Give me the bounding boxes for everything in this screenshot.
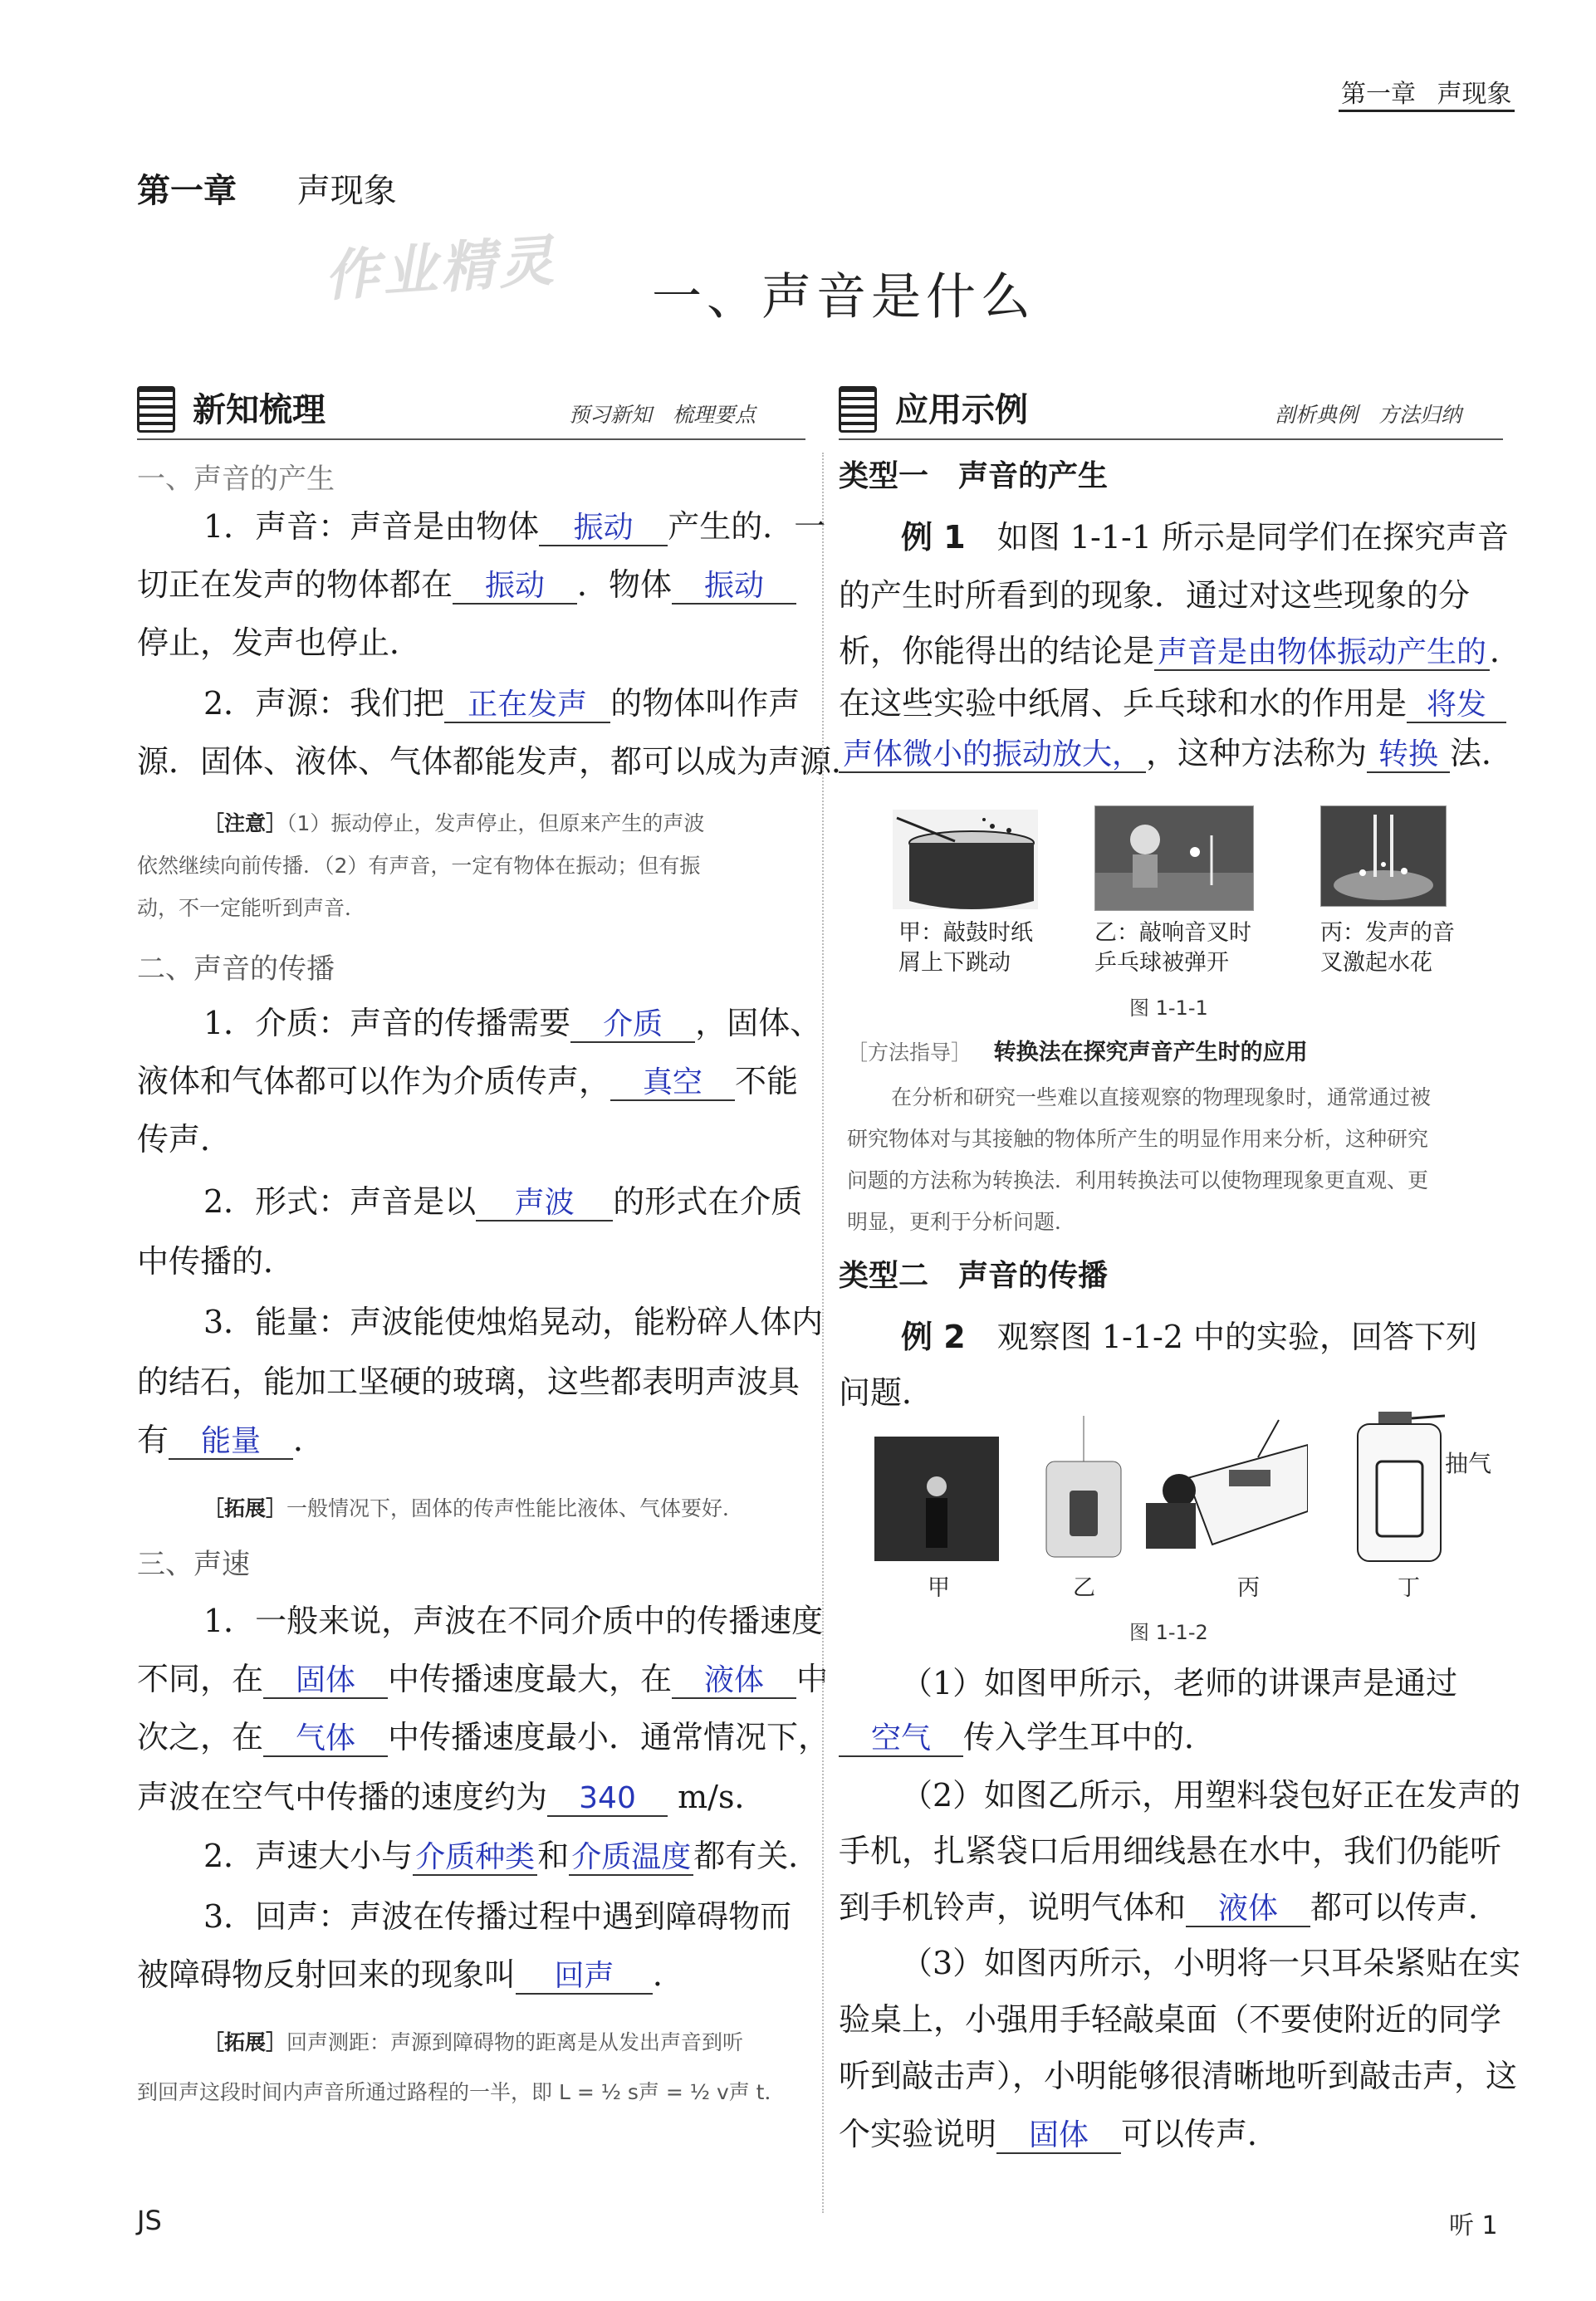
answer: 340 (579, 1781, 636, 1815)
t2-q3a: （3）如图丙所示，小明将一只耳朵紧贴在实 (901, 1945, 1521, 1981)
left-header-rule (137, 438, 805, 440)
text: 叉激起水花 (1320, 950, 1432, 976)
right-header-rule (839, 438, 1503, 440)
text: 中传播速度最小．通常情况下， (388, 1719, 830, 1755)
s3-line6: 3．回声：声波在传播过程中遇到障碍物而 (203, 1898, 792, 1935)
text: ，这种方法称为 (1146, 735, 1368, 771)
fig2-label: 图 1-1-2 (1129, 1621, 1208, 1644)
text: 不能 (735, 1063, 799, 1099)
text: 丙：发声的音 (1320, 920, 1455, 946)
answer: 能量 (201, 1424, 262, 1458)
s1-line2 (137, 566, 796, 605)
t1-title: 类型一 声音的产生 (839, 459, 1109, 493)
page-number: 听 1 (1449, 2211, 1498, 2240)
s2-line4 (203, 1183, 802, 1221)
text: 一般情况下，固体的传声性能比液体、气体要好． (286, 1496, 744, 1520)
s2-extension (203, 1492, 743, 1522)
method-label: ［方法指导］ (847, 1040, 972, 1065)
s1-note3: 动，不一定能听到声音． (137, 896, 366, 920)
answer: 固体 (296, 1663, 356, 1697)
t2-q3d (839, 2116, 1279, 2154)
text: 可以传声． (1121, 2116, 1280, 2152)
s2-line8 (137, 1422, 325, 1460)
t1-line1 (901, 519, 1509, 556)
running-header-title: 声现象 (1437, 80, 1512, 109)
fig2-label-a: 甲 (928, 1575, 950, 1601)
text: 传入学生耳中的． (963, 1719, 1217, 1755)
t2-line1 (901, 1319, 1477, 1355)
text: 切正在发声的物体都在 (137, 566, 453, 603)
text: 液体和气体都可以作为介质传声， (137, 1063, 611, 1099)
text: 和 (537, 1838, 570, 1874)
method-line3: 问题的方法称为转换法．利用转换法可以使物理现象更直观、更 (847, 1168, 1429, 1192)
ear-on-desk-image (1138, 1412, 1308, 1561)
section-title: 一、声音是什么 (652, 268, 1035, 326)
s1-title: 一、声音的产生 (137, 463, 335, 496)
t2-q3c: 听到敲击声），小明能够很清晰地听到敲击声，这 (839, 2058, 1518, 2094)
answer: 声音是由物体振动产生的 (1158, 635, 1487, 669)
chapter-title: 声现象 (296, 172, 397, 210)
text: 中 (796, 1661, 829, 1697)
s1-note1 (203, 807, 704, 837)
s2-title: 二、声音的传播 (137, 952, 335, 986)
left-header-title: 新知梳理 (193, 391, 326, 429)
s2-line1 (203, 1005, 821, 1043)
running-header-chapter: 第一章 (1341, 80, 1416, 109)
text: 有 (137, 1422, 169, 1458)
s1-line3: 停止，发声也停止． (137, 624, 422, 661)
answer: 将发 (1427, 688, 1487, 722)
answer: 转换 (1378, 737, 1439, 771)
t2-title: 类型二 声音的传播 (839, 1259, 1109, 1293)
text: 个实验说明 (839, 2116, 997, 2152)
answer: 介质温度 (571, 1840, 692, 1874)
fig2-label-b: 乙 (1073, 1575, 1095, 1601)
text: 屑上下跳动 (898, 950, 1011, 976)
text: 都可以传声． (1310, 1889, 1501, 1926)
text: 乒乓球被弹开 (1094, 950, 1229, 976)
text: 回声测距：声源到障碍物的距离是从发出声音到听 (286, 2030, 744, 2054)
method-guide (847, 1034, 1308, 1066)
pump-label: 抽气 (1445, 1450, 1492, 1477)
answer: 振动 (704, 569, 765, 603)
text: 被障碍物反射回来的现象叫 (137, 1956, 516, 1993)
text: 的形式在介质 (613, 1183, 803, 1220)
t2-line2: 问题． (839, 1374, 934, 1411)
text: 1．介质：声音的传播需要 (203, 1005, 571, 1041)
text: 2．形式：声音是以 (203, 1183, 477, 1220)
answer: 固体 (1029, 2118, 1089, 2152)
fig1-caption-c (1320, 918, 1455, 978)
example-label: 例 2 (901, 1319, 966, 1355)
s3-line7 (137, 1956, 684, 1995)
vacuum-jar-image (1354, 1412, 1445, 1565)
book-icon (839, 386, 877, 433)
chapter-heading (137, 164, 397, 212)
text: 1．声音：声音是由物体 (203, 508, 540, 545)
answer: 振动 (485, 569, 546, 603)
text: 在这些实验中纸屑、乒乓球和水的作用是 (839, 685, 1408, 722)
tuning-fork-water-image (1320, 805, 1447, 907)
s3-line5 (203, 1838, 820, 1876)
s2-line6: 3．能量：声波能使烛焰晃动，能粉碎人体内 (203, 1304, 824, 1340)
s3-line2 (137, 1661, 828, 1699)
s3-line4 (137, 1779, 766, 1817)
text: 到手机铃声，说明气体和 (839, 1889, 1187, 1926)
text: ． (1490, 633, 1522, 669)
s2-line5: 中传播的． (137, 1243, 296, 1280)
watermark: 作业精灵 (322, 228, 559, 309)
s2-line7: 的结石，能加工坚硬的玻璃，这些都表明声波具 (137, 1363, 800, 1400)
text: 2．声速大小与 (203, 1838, 414, 1874)
t2-q2a: （2）如图乙所示，用塑料袋包好正在发声的 (901, 1777, 1521, 1814)
text: （1）振动停止，发声停止，但原来产生的声波 (286, 811, 705, 835)
s3-line1: 1．一般来说，声波在不同介质中的传播速度 (203, 1603, 824, 1639)
text: 2．声源：我们把 (203, 685, 445, 722)
drum-image (893, 810, 1038, 909)
column-divider (822, 453, 824, 2213)
text: 如图 1-1-1 所示是同学们在探究声音 (996, 519, 1510, 556)
text: 声波在空气中传播的速度约为 (137, 1779, 548, 1815)
answer: 真空 (643, 1065, 703, 1099)
t2-q3b: 验桌上，小强用手轻敲桌面（不要使附近的同学 (839, 2001, 1502, 2038)
text: 次之，在 (137, 1719, 264, 1755)
chapter-number: 第一章 (137, 172, 237, 210)
ext-label: ［拓展］ (203, 1496, 287, 1520)
fig2-label-d: 丁 (1398, 1575, 1420, 1601)
text: 都有关． (693, 1838, 820, 1874)
answer: 振动 (573, 511, 634, 545)
running-header (1341, 73, 1512, 110)
text: ． (293, 1422, 326, 1458)
footer-left: JS (137, 2205, 162, 2236)
text: 析，你能得出的结论是 (839, 633, 1155, 669)
t1-line4 (839, 685, 1506, 723)
method-line2: 研究物体对与其接触的物体所产生的明显作用来分析，这种研究 (847, 1127, 1429, 1151)
fig1-caption-a (898, 918, 1033, 978)
s3-line3 (137, 1719, 830, 1757)
answer: 介质 (603, 1007, 663, 1041)
text: m/s． (678, 1779, 766, 1815)
book-icon (137, 386, 175, 433)
fig2-label-c: 丙 (1237, 1575, 1260, 1601)
method-line4: 明显，更利于分析问题． (847, 1210, 1076, 1234)
s3-title: 三、声速 (137, 1548, 250, 1581)
t2-q2b: 手机，扎紧袋口后用细线悬在水中，我们仍能听 (839, 1833, 1502, 1869)
text: 产生的．一 (668, 508, 826, 545)
method-title: 转换法在探究声音产生时的应用 (993, 1040, 1308, 1065)
fig1-label: 图 1-1-1 (1129, 996, 1208, 1020)
phone-in-water-image (1038, 1416, 1129, 1561)
ext-label: ［拓展］ (203, 2030, 287, 2054)
example-label: 例 1 (901, 519, 966, 556)
text: 不同，在 (137, 1661, 264, 1697)
classroom-image (874, 1437, 999, 1561)
text: 观察图 1-1-2 中的实验，回答下列 (996, 1319, 1478, 1355)
method-line1: 在分析和研究一些难以直接观察的物理现象时，通常通过被 (891, 1085, 1432, 1109)
text: 的物体叫作声 (610, 685, 800, 722)
header-rule (1339, 110, 1515, 112)
t1-line5 (839, 735, 1513, 773)
answer: 回声 (554, 1959, 614, 1993)
answer: 气体 (296, 1721, 356, 1755)
s3-extension2: 到回声这段时间内声音所通过路程的一半，即 L = ½ s声 = ½ v声 t． (137, 2080, 786, 2104)
answer: 液体 (1218, 1892, 1279, 1926)
text: 中传播速度最大，在 (388, 1661, 673, 1697)
answer: 空气 (870, 1721, 931, 1755)
t2-q2c (839, 1889, 1500, 1927)
s1-line1 (203, 508, 825, 546)
answer: 液体 (704, 1663, 765, 1697)
t2-q1b (839, 1719, 1216, 1757)
text: ．物体 (577, 566, 673, 603)
answer: 声体微小的振动放大， (842, 737, 1142, 771)
t2-q1a: （1）如图甲所示，老师的讲课声是通过 (901, 1665, 1458, 1701)
text: ． (653, 1956, 685, 1993)
text: 甲：敲鼓时纸 (898, 920, 1033, 946)
text: 法． (1450, 735, 1514, 771)
s1-note2: 依然继续向前传播．（2）有声音，一定有物体在振动；但有振 (137, 854, 701, 878)
s2-line2 (137, 1063, 798, 1101)
s1-line5: 源．固体、液体、气体都能发声，都可以成为声源． (137, 743, 864, 780)
tuning-fork-ball-image (1094, 805, 1254, 911)
text: ，固体、 (695, 1005, 822, 1041)
text: 乙：敲响音叉时 (1094, 920, 1251, 946)
fig1-caption-b (1094, 918, 1251, 978)
answer: 正在发声 (468, 688, 588, 722)
answer: 介质种类 (415, 1840, 536, 1874)
s2-line3: 传声． (137, 1121, 233, 1158)
left-header-sub: 预习新知 梳理要点 (569, 403, 756, 427)
s3-extension1 (203, 2026, 743, 2056)
t1-line2: 的产生时所看到的现象．通过对这些现象的分 (839, 577, 1471, 614)
s1-line4 (203, 685, 800, 723)
right-header-title: 应用示例 (895, 391, 1028, 429)
note-label: ［注意］ (203, 811, 287, 835)
right-header-sub: 剖析典例 方法归纳 (1275, 403, 1462, 427)
t1-line3 (839, 633, 1521, 671)
answer: 声波 (514, 1186, 575, 1220)
